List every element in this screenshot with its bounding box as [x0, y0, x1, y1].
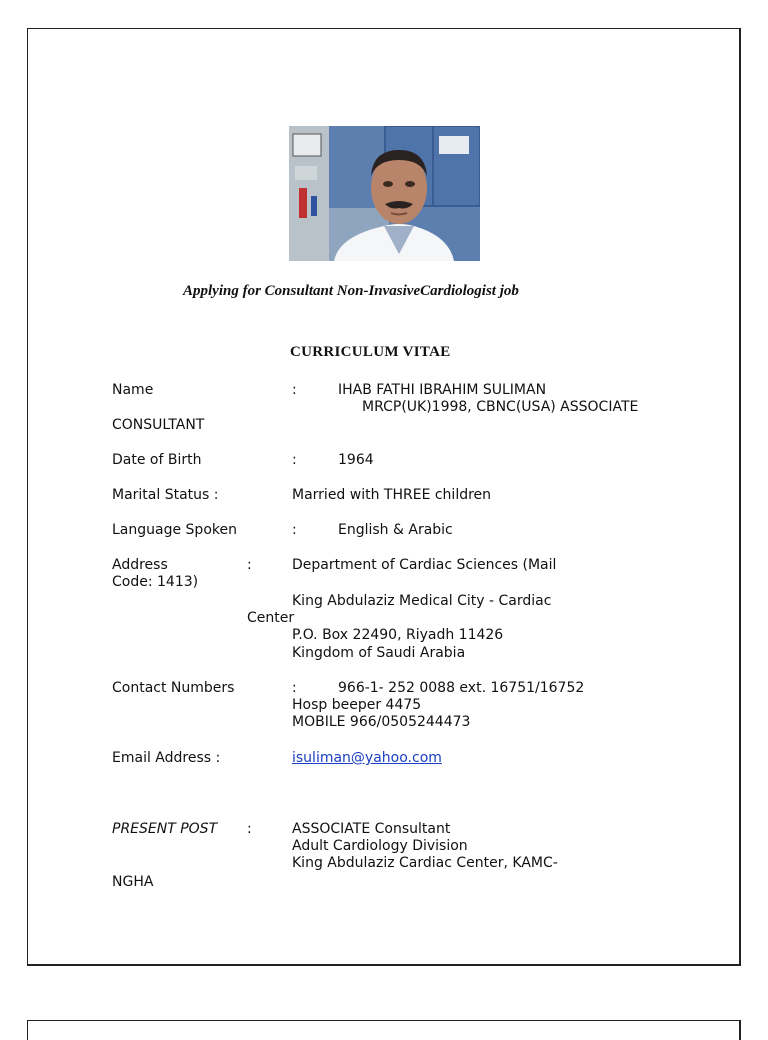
present-post-colon: : [247, 821, 252, 837]
name-value: IHAB FATHI IBRAHIM SULIMAN [338, 382, 547, 398]
address-colon: : [247, 557, 252, 573]
marital-label: Marital Status : [112, 487, 219, 503]
address-line1: Department of Cardiac Sciences (Mail [292, 557, 557, 573]
language-value: English & Arabic [338, 522, 453, 538]
marital-value: Married with THREE children [292, 487, 492, 503]
contact-phone: 966-1- 252 0088 ext. 16751/16752 [338, 680, 585, 696]
qualifications-value: MRCP(UK)1998, CBNC(USA) ASSOCIATE [362, 399, 639, 415]
dob-colon: : [292, 452, 297, 468]
language-label: Language Spoken [112, 522, 237, 538]
name-label: Name [112, 382, 154, 398]
address-label: Address [112, 557, 168, 573]
contact-colon: : [292, 680, 297, 696]
language-colon: : [292, 522, 297, 538]
address-line1-wrap: Code: 1413) [112, 574, 199, 590]
address-line3: P.O. Box 22490, Riyadh 11426 [292, 627, 504, 643]
address-line2-wrap: Center [247, 610, 295, 626]
contact-label: Contact Numbers [112, 680, 235, 696]
document-title: CURRICULUM VITAE [290, 344, 451, 360]
dob-label: Date of Birth [112, 452, 202, 468]
dob-value: 1964 [338, 452, 374, 468]
name-colon: : [292, 382, 297, 398]
next-page-edge [27, 1020, 741, 1040]
present-post-line3: King Abdulaziz Cardiac Center, KAMC- [292, 855, 558, 871]
present-post-line1: ASSOCIATE Consultant [292, 821, 451, 837]
qualifications-wrap: CONSULTANT [112, 417, 205, 433]
email-label: Email Address : [112, 750, 221, 766]
present-post-label: PRESENT POST [112, 821, 218, 837]
contact-beeper: Hosp beeper 4475 [292, 697, 422, 713]
present-post-line3-wrap: NGHA [112, 874, 154, 890]
address-line4: Kingdom of Saudi Arabia [292, 645, 466, 661]
contact-mobile: MOBILE 966/0505244473 [292, 714, 471, 730]
profile-photo [289, 126, 480, 261]
email-link[interactable]: isuliman@yahoo.com [292, 750, 442, 766]
address-line2: King Abdulaziz Medical City - Cardiac [292, 593, 552, 609]
present-post-line2: Adult Cardiology Division [292, 838, 468, 854]
job-subtitle: Applying for Consultant Non-InvasiveCardiologist job [183, 283, 519, 299]
